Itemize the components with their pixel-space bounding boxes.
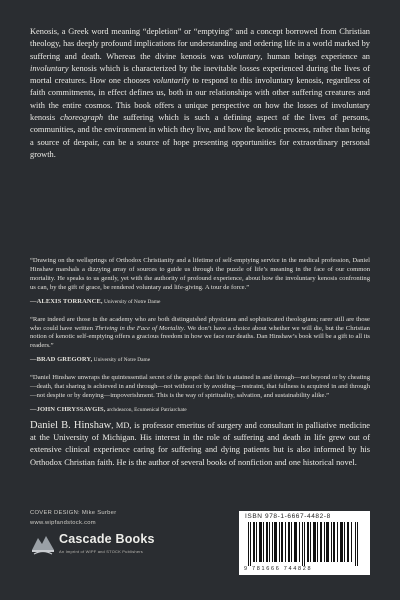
publisher-block [30, 532, 200, 562]
endorser-affiliation: University of Notre Dame [92, 357, 151, 364]
endorsement-quote-chryssavgis: “Daniel Hinshaw unwraps the quintessential secret of the gospel: that life is attained in and through—not beyond or by cheating—death, that sharing is achieved in and through—not without or by avoiding—restraint, that fullness is acquired in and through—not despite or by denying—impoverishment. This is the way of spirituality, salvation, and sustainability alike.” [30, 374, 370, 400]
quote-text: “Rare indeed are those in the academy who are both distinguished physicians and sophisticated theologians; rarer still are those who could have written [30, 315, 370, 332]
barcode-digits: 9 781666 744828 [244, 566, 313, 572]
isbn-barcode [239, 511, 370, 575]
endorser-affiliation: archdeacon, Ecumenical Patriarchate [105, 406, 187, 413]
blurb-emphasis: voluntarily [152, 76, 190, 86]
author-name: Daniel B. Hinshaw [30, 420, 112, 431]
blurb-text: Kenosis, a Greek word meaning “depletion” or “emptying” and a concept borrowed from Christian theology, has deeply profound implications for understanding and ordering life in a world marked by suffering and death. Whereas the divine kenosis was [30, 27, 370, 61]
blurb-paragraph [30, 26, 370, 161]
publisher-name: Cascade Books [59, 532, 155, 546]
endorsement-quote-torrance: “Drawing on the wellsprings of Orthodox Christianity and a lifetime of self-emptying service in the medical profession, Daniel Hinshaw marshals a dizzying array of sources to guide us through the puzzle of life’s meaning in the face of our common mortality. He speaks to us gently, yet with the authority of profound experience, about how the involuntary kenosis confronting us can, by the gift of grace, be rendered voluntary and life-giving. A tour de force.” [30, 257, 370, 291]
blurb-text: the suffering which is such a defining aspect of the lives of persons, communities, and the environment in which they live, and how the kenotic process, rather than being a source of despair, can be a source of hope presenting opportunities for extraordinary personal growth. [30, 113, 371, 159]
endorser-affiliation: University of Notre Dame [102, 298, 161, 305]
blurb-text: , human beings experience an [260, 51, 370, 61]
blurb-text: to respond to this involuntary kenosis, regardless of faith commitments, in effect defines us, both in our relationships with other suffering creatures and with the entire cosmos. This book offers a unique perspective on how the losses of involuntary kenosis [30, 76, 370, 123]
endorsement-attribution-gregory [30, 355, 370, 365]
cover-design-credit: COVER DESIGN: Mike Surber [30, 510, 117, 516]
author-bio-text: , MD, is professor emeritus of surgery and consultant in palliative medicine at the University of Michigan. His interest in the role of suffering and death in life grew out of extensive clinical experience caring for suffering and dying patients but is also informed by his Orthodox Christian faith. He is the author of several books of nonfiction and one historical novel. [30, 421, 370, 467]
quote-book-title: Thriving in the Face of Mortality [94, 324, 184, 332]
endorsement-quote-gregory [30, 316, 370, 352]
blurb-text: kenosis which is characterized by the inevitable losses experienced during the lives of mortal creatures. How one chooses [30, 63, 370, 86]
endorser-name: —JOHN CHRYSSAVGIS, [30, 405, 106, 413]
author-bio [30, 420, 370, 469]
quote-text: . We don’t have a choice about whether we will die, but the Christian notion of kenotic self-emptying offers a gracious freedom in how we face our deaths. Dan Hinshaw’s book will be a gift to all its readers.” [30, 324, 370, 350]
endorser-name: —ALEXIS TORRANCE, [30, 297, 103, 305]
cascade-books-logo-icon [30, 532, 56, 556]
endorsement-attribution-chryssavgis [30, 405, 370, 415]
endorsement-attribution-torrance [30, 297, 370, 307]
barcode-icon [248, 522, 360, 566]
blurb-emphasis: choreograph [60, 113, 104, 123]
isbn-label: ISBN 978-1-6667-4482-8 [245, 513, 331, 520]
publisher-tagline: An Imprint of WIPF and STOCK Publishers [59, 549, 143, 554]
endorser-name: —BRAD GREGORY, [30, 356, 93, 364]
description-blurb [30, 26, 370, 161]
blurb-emphasis: voluntary [228, 51, 261, 61]
blurb-emphasis: involuntary [30, 63, 69, 73]
publisher-website: www.wipfandstock.com [30, 519, 96, 526]
credits [30, 509, 116, 528]
endorsements [30, 257, 370, 424]
